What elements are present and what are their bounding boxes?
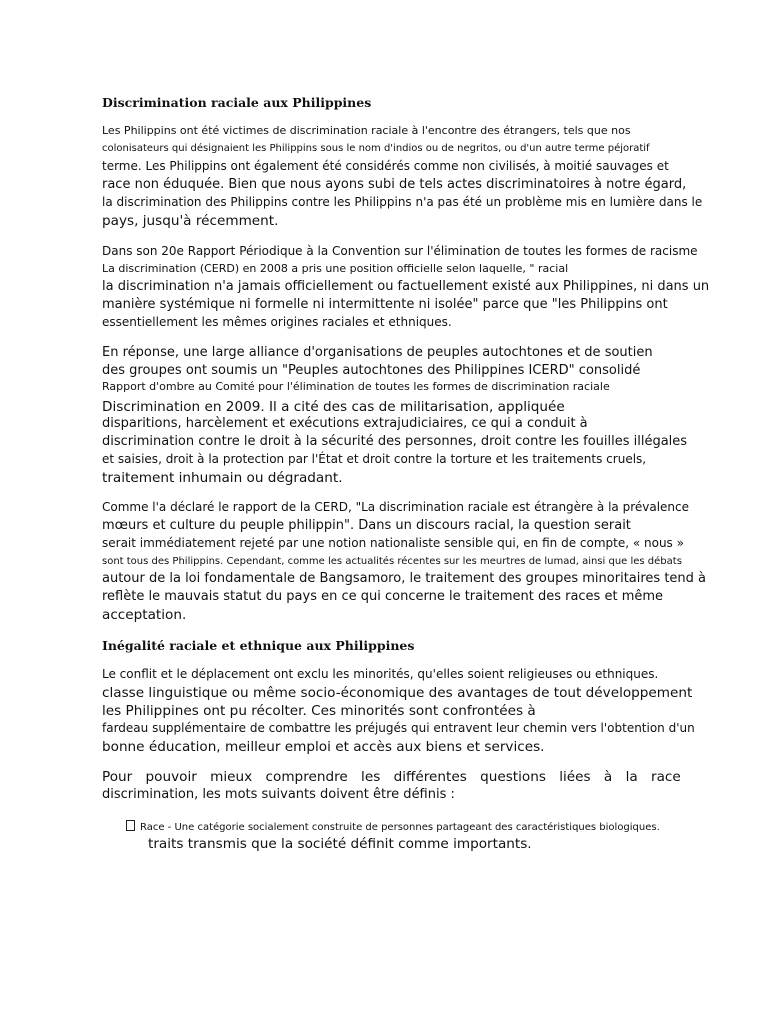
paragraph-line: acceptation. [102,607,187,623]
paragraph-line: reflète le mauvais statut du pays en ce qui concerne le traitement des races et même [102,589,664,604]
paragraph-line: La discrimination (CERD) en 2008 a pris une position officielle selon laquelle, " racial [102,262,569,275]
section-heading: Discrimination raciale aux Philippines [102,95,372,110]
paragraph-line: fardeau supplémentaire de combattre les préjugés qui entravent leur chemin vers l'obtention d'un [102,721,695,735]
paragraph-line: disparitions, harcèlement et exécutions extrajudiciaires, ce qui a conduit à [102,416,588,431]
paragraph-line: Dans son 20e Rapport Périodique à la Convention sur l'élimination de toutes les formes de racisme [102,244,698,258]
bullet-icon [126,820,135,831]
paragraph-line: Pour pouvoir mieux comprendre les différentes questions liées à la race [102,769,681,785]
paragraph-line: la discrimination n'a jamais officiellement ou factuellement existé aux Philippines, ni dans un [102,279,710,294]
paragraph-line: pays, jusqu'à récemment. [102,213,279,229]
paragraph-line: des groupes ont soumis un "Peuples autochtones des Philippines ICERD" consolidé [102,363,641,378]
paragraph-line: race non éduquée. Bien que nous ayons subi de tels actes discriminatoires à notre égard, [102,177,687,192]
paragraph-line: les Philippines ont pu récolter. Ces minorités sont confrontées à [102,703,536,719]
paragraph-line: En réponse, une large alliance d'organisations de peuples autochtones et de soutien [102,345,653,360]
paragraph-line: colonisateurs qui désignaient les Philippins sous le nom d'indios ou de negritos, ou d'un autre terme péjoratif [102,143,650,154]
paragraph-line: discrimination contre le droit à la sécurité des personnes, droit contre les fouilles illégales [102,434,688,449]
paragraph-line: sont tous des Philippins. Cependant, comme les actualités récentes sur les meurtres de lumad, ainsi que les débats [102,556,682,567]
paragraph-line: serait immédiatement rejeté par une notion nationaliste sensible qui, en fin de compte, « nous » [102,536,684,550]
paragraph-line: Discrimination en 2009. Il a cité des cas de militarisation, appliquée [102,399,565,415]
paragraph-line: Comme l'a déclaré le rapport de la CERD, "La discrimination raciale est étrangère à la prévalence [102,500,690,514]
paragraph-line: bonne éducation, meilleur emploi et accès aux biens et services. [102,739,545,755]
section-heading: Inégalité raciale et ethnique aux Philippines [102,638,415,653]
paragraph-line: mœurs et culture du peuple philippin". Dans un discours racial, la question serait [102,518,631,533]
paragraph-line: autour de la loi fondamentale de Bangsamoro, le traitement des groupes minoritaires tend à [102,571,707,586]
definition-line: Race - Une catégorie socialement construite de personnes partageant des caractéristiques biologiques. [140,822,660,833]
paragraph-line: Les Philippins ont été victimes de discrimination raciale à l'encontre des étrangers, tels que nos [102,124,631,137]
paragraph-line: terme. Les Philippins ont également été considérés comme non civilisés, à moitié sauvages et [102,159,669,173]
paragraph-line: Le conflit et le déplacement ont exclu les minorités, qu'elles soient religieuses ou ethniques. [102,667,659,681]
paragraph-line: et saisies, droit à la protection par l'État et droit contre la torture et les traitements cruels, [102,452,647,466]
paragraph-line: la discrimination des Philippins contre les Philippins n'a pas été un problème mis en lumière dans le [102,195,703,209]
paragraph-line: manière systémique ni formelle ni intermittente ni isolée" parce que "les Philippins ont [102,297,668,312]
paragraph-line: essentiellement les mêmes origines raciales et ethniques. [102,315,452,329]
definition-line: traits transmis que la société définit comme importants. [148,836,532,852]
paragraph-line: discrimination, les mots suivants doivent être définis : [102,787,455,802]
paragraph-line: Rapport d'ombre au Comité pour l'élimination de toutes les formes de discrimination raciale [102,380,610,393]
paragraph-line: traitement inhumain ou dégradant. [102,470,343,486]
paragraph-line: classe linguistique ou même socio-économique des avantages de tout développement [102,685,693,701]
